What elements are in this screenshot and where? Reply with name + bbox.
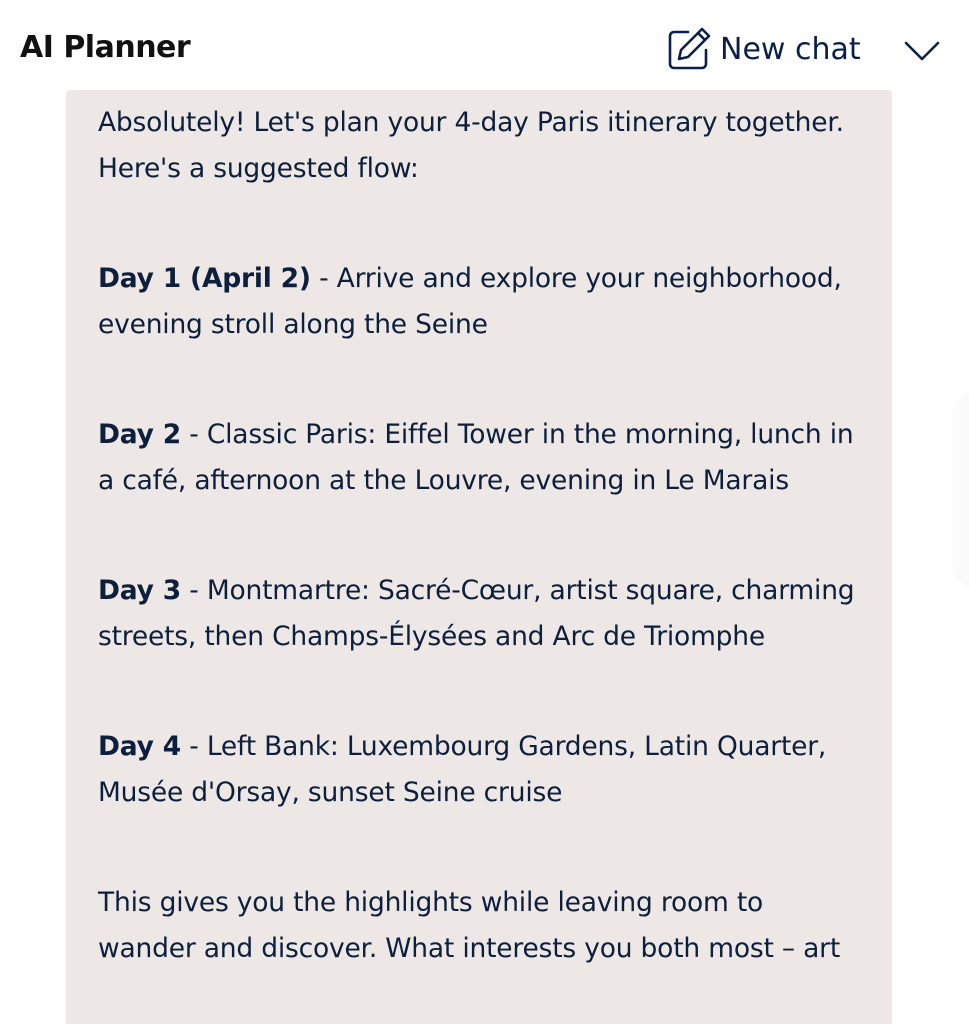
- day-text: - Left Bank: Luxembourg Gardens, Latin Quarter, Musée d'Orsay, sunset Seine cruise: [98, 731, 827, 808]
- day-label: Day 1 (April 2): [98, 263, 311, 294]
- day-text: - Classic Paris: Eiffel Tower in the morning, lunch in a café, afternoon at the Louvre, evening in Le Marais: [98, 419, 854, 496]
- message-intro: Absolutely! Let's plan your 4-day Paris itinerary together. Here's a suggested flow:: [98, 107, 844, 184]
- day-item: [98, 256, 864, 348]
- day-item: [98, 568, 864, 660]
- assistant-message: [66, 90, 892, 1024]
- day-label: Day 4: [98, 731, 182, 762]
- day-item: [98, 724, 864, 816]
- edit-icon: [666, 26, 712, 72]
- chevron-down-icon[interactable]: [902, 34, 942, 68]
- message-closing: This gives you the highlights while leaving room to wander and discover. What interests you both most – art: [98, 887, 841, 964]
- header: [0, 0, 969, 90]
- day-item: [98, 412, 864, 504]
- scroll-edge-shadow: [944, 390, 969, 590]
- message-text: [98, 100, 864, 1024]
- day-text: - Arrive and explore your neighborhood, evening stroll along the Seine: [98, 263, 842, 340]
- new-chat-label: New chat: [720, 31, 861, 67]
- day-text: - Montmartre: Sacré-Cœur, artist square, charming streets, then Champs-Élysées and Arc de Triomphe: [98, 575, 855, 652]
- new-chat-button[interactable]: [666, 24, 861, 74]
- day-label: Day 3: [98, 575, 182, 606]
- app-title: AI Planner: [20, 30, 191, 65]
- day-label: Day 2: [98, 419, 182, 450]
